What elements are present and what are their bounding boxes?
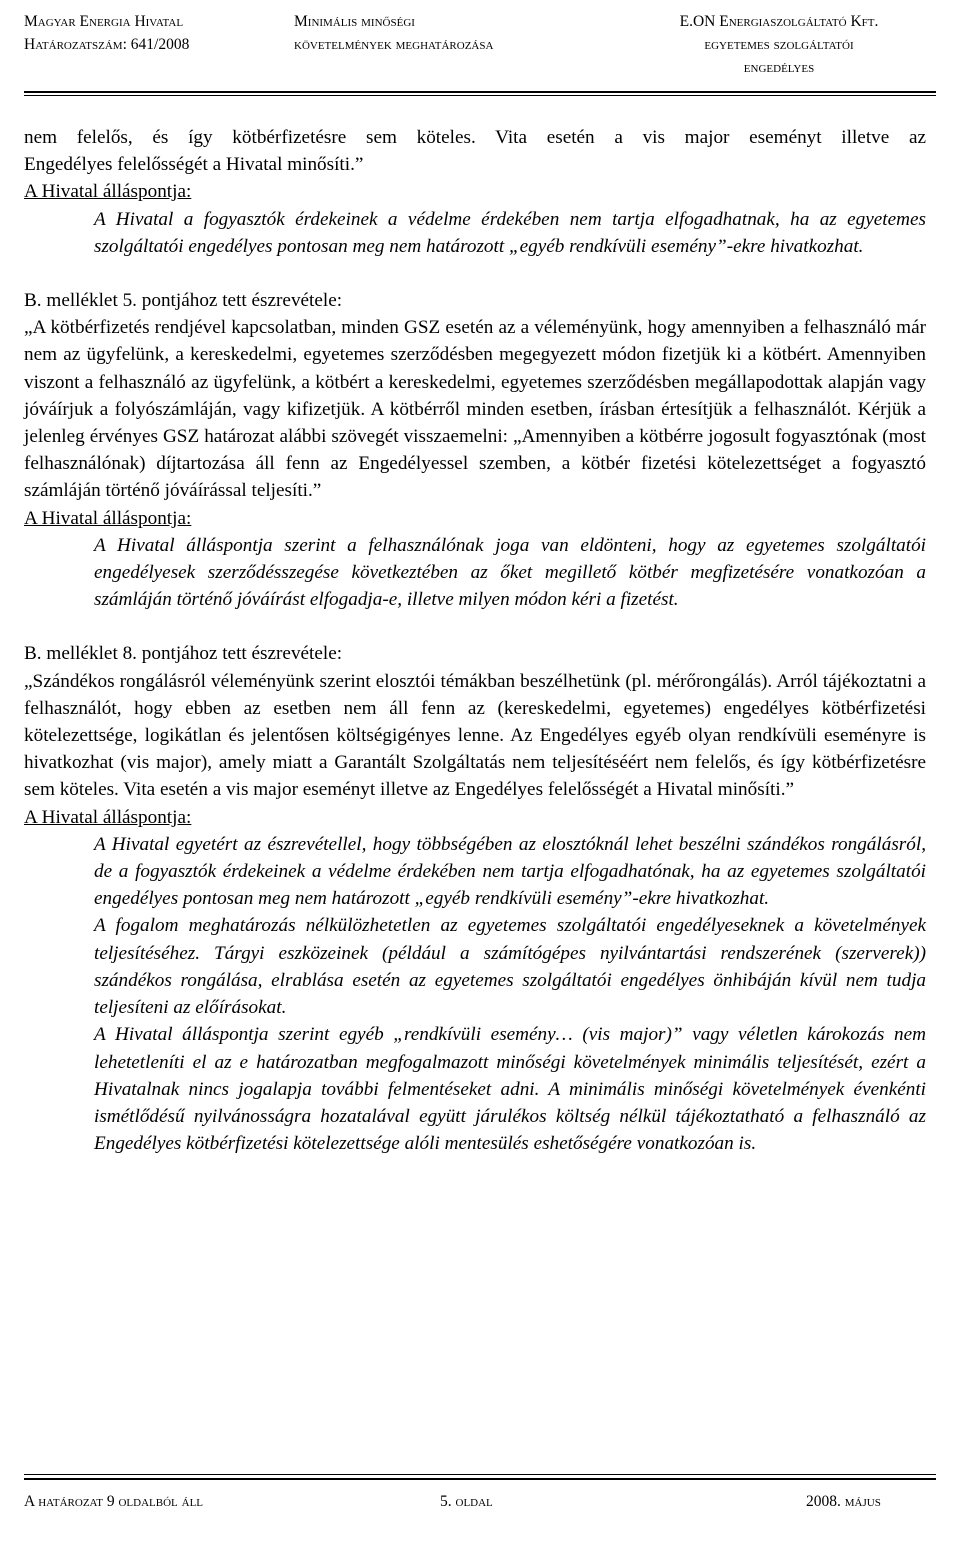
footer-page-number: 5. oldal	[440, 1493, 493, 1510]
authority-position-text: A Hivatal egyetért az észrevétellel, hogy többségében az elosztóknál lehet beszélni szándékos rongálásról, de a fogyasztók érdekeinek a védelme érdekében nem tartja elfogadhatónak, ha az egyetemes szolgáltatói engedélyes pontosan meg nem határozott „egyéb rendkívüli esemény”-ekre hivatkozhat.	[94, 833, 926, 910]
footer-divider-thin	[24, 1474, 936, 1475]
header-divider-thin	[24, 95, 936, 96]
comment-text: „Szándékos rongálásról véleményünk szerint elosztói témákban beszélhetünk (pl. mérőrongálás). Arról tájékoztatni a felhasználót, hogy ebben az esetben nem áll fenn az (kereskedelmi, egyetemes) engedélyes kötbérfizetési kötelezettsége, logikátlan és jelentősen költségigényes lenne. Az Engedélyes egyéb olyan rendkívüli eseményre is hivatkozhat (vis major), amely miatt a Garantált Szolgáltatás nem teljesítéséért nem felelős, és így kötbérfizetésre sem köteles. Vita esetén a vis major eseményt illetve az Engedélyes felelősségét a Hivatal minősíti.”	[24, 670, 926, 801]
authority-position-text: A Hivatal álláspontja szerint egyéb „rendkívüli esemény… (vis major)” vagy véletlen károkozás nem lehetetleníti el az e határozatban megfogalmazott minőségi követelmények minimális teljesítését, ezért a Hivatalnak nincs jogalapja további felmentéseket adni. A minimális minőségi követelmények évenkénti ismétlődésű nyilvánosságra hozatalával együtt járulékos költség nélkül tájékoztatható a felhasználó az Engedélyes kötbérfizetési kötelezettsége alóli mentesülés eshetőségére vonatkozóan is.	[94, 1024, 926, 1155]
paragraph-continuation-line2: Engedélyes felelősségét a Hivatal minősíti.”	[24, 154, 364, 176]
section-title: B. melléklet 5. pontjához tett észrevétele:	[24, 290, 343, 312]
header-licensee	[622, 10, 936, 79]
spacer	[24, 260, 926, 287]
document-body	[24, 124, 926, 1157]
header-licensee-line3: engedélyes	[743, 59, 815, 76]
authority-position-heading: A Hivatal álláspontja:	[24, 806, 192, 828]
header-subject-line1: Minimális minőségi	[294, 13, 415, 30]
footer-page-count: A határozat 9 oldalból áll	[24, 1493, 204, 1510]
paragraph-continuation-line1: nem felelős, és így kötbérfizetésre sem köteles. Vita esetén a vis major eseményt illetve az	[24, 127, 926, 148]
header-divider	[24, 91, 936, 93]
header-authority-name: Magyar Energia Hivatal	[24, 13, 184, 30]
header-subject-line2: követelmények meghatározása	[294, 36, 494, 53]
header-authority	[24, 10, 189, 56]
header-licensee-line1: E.ON Energiaszolgáltató Kft.	[679, 13, 879, 30]
authority-position-heading: A Hivatal álláspontja:	[24, 181, 192, 203]
page-header	[24, 10, 936, 80]
footer-date: 2008. május	[806, 1493, 881, 1510]
spacer	[24, 613, 926, 640]
page-footer	[24, 1493, 936, 1523]
header-subject	[294, 10, 493, 56]
header-decision-number: Határozatszám: 641/2008	[24, 36, 190, 53]
authority-position-text: A Hivatal álláspontja szerint a felhasználónak joga van eldönteni, hogy az egyetemes szolgáltatói engedélyesek szerződésszegése következtében az őket megillető kötbér megfizetésére vonatkozóan a számláján történő jóváírást elfogadja-e, illetve milyen módon kéri a fizetést.	[94, 534, 926, 611]
authority-position-text: A Hivatal a fogyasztók érdekeinek a védelme érdekében nem tartja elfogadhatnak, ha az egyetemes szolgáltatói engedélyes pontosan meg nem határozott „egyéb rendkívüli esemény”-ekre hivatkozhat.	[94, 208, 926, 257]
section-title: B. melléklet 8. pontjához tett észrevétele:	[24, 643, 343, 665]
authority-position-heading: A Hivatal álláspontja:	[24, 507, 192, 529]
header-licensee-line2: egyetemes szolgáltatói	[704, 36, 854, 53]
comment-text: „A kötbérfizetés rendjével kapcsolatban, minden GSZ esetén az a véleményünk, hogy amennyiben a felhasználó már nem az ügyfelünk, a kereskedelmi, egyetemes szerződésben megegyezett módon fizetjük ki a kötbért. Amennyiben viszont a felhasználó az ügyfelünk, a kötbért a kereskedelmi, egyetemes szerződésben megállapodottak alapján vagy jóváírjuk a folyószámláján, vagy kifizetjük. A kötbérről minden esetben, írásban értesítjük a felhasználót. Kérjük a jelenleg érvényes GSZ határozat alábbi szövegét visszaemelni: „Amennyiben a kötbérre jogosult fogyasztónak (most felhasználónak) díjtartozása áll fenn az Engedélyessel szemben, a kötbér fizetési kötelezettséget a fogyasztó számláján történő jóváírással teljesíti.”	[24, 317, 926, 502]
footer-divider	[24, 1478, 936, 1480]
authority-position-text: A fogalom meghatározás nélkülözhetetlen az egyetemes szolgáltatói engedélyeseknek a követelmények teljesítéséhez. Tárgyi eszközeinek (például a számítógépes nyilvántartási rendszerének (szerverek)) szándékos rongálása, elrablása esetén az egyetemes szolgáltatói engedélyes önhibáján kívül nem tudja teljesíteni az előírásokat.	[94, 915, 926, 1019]
